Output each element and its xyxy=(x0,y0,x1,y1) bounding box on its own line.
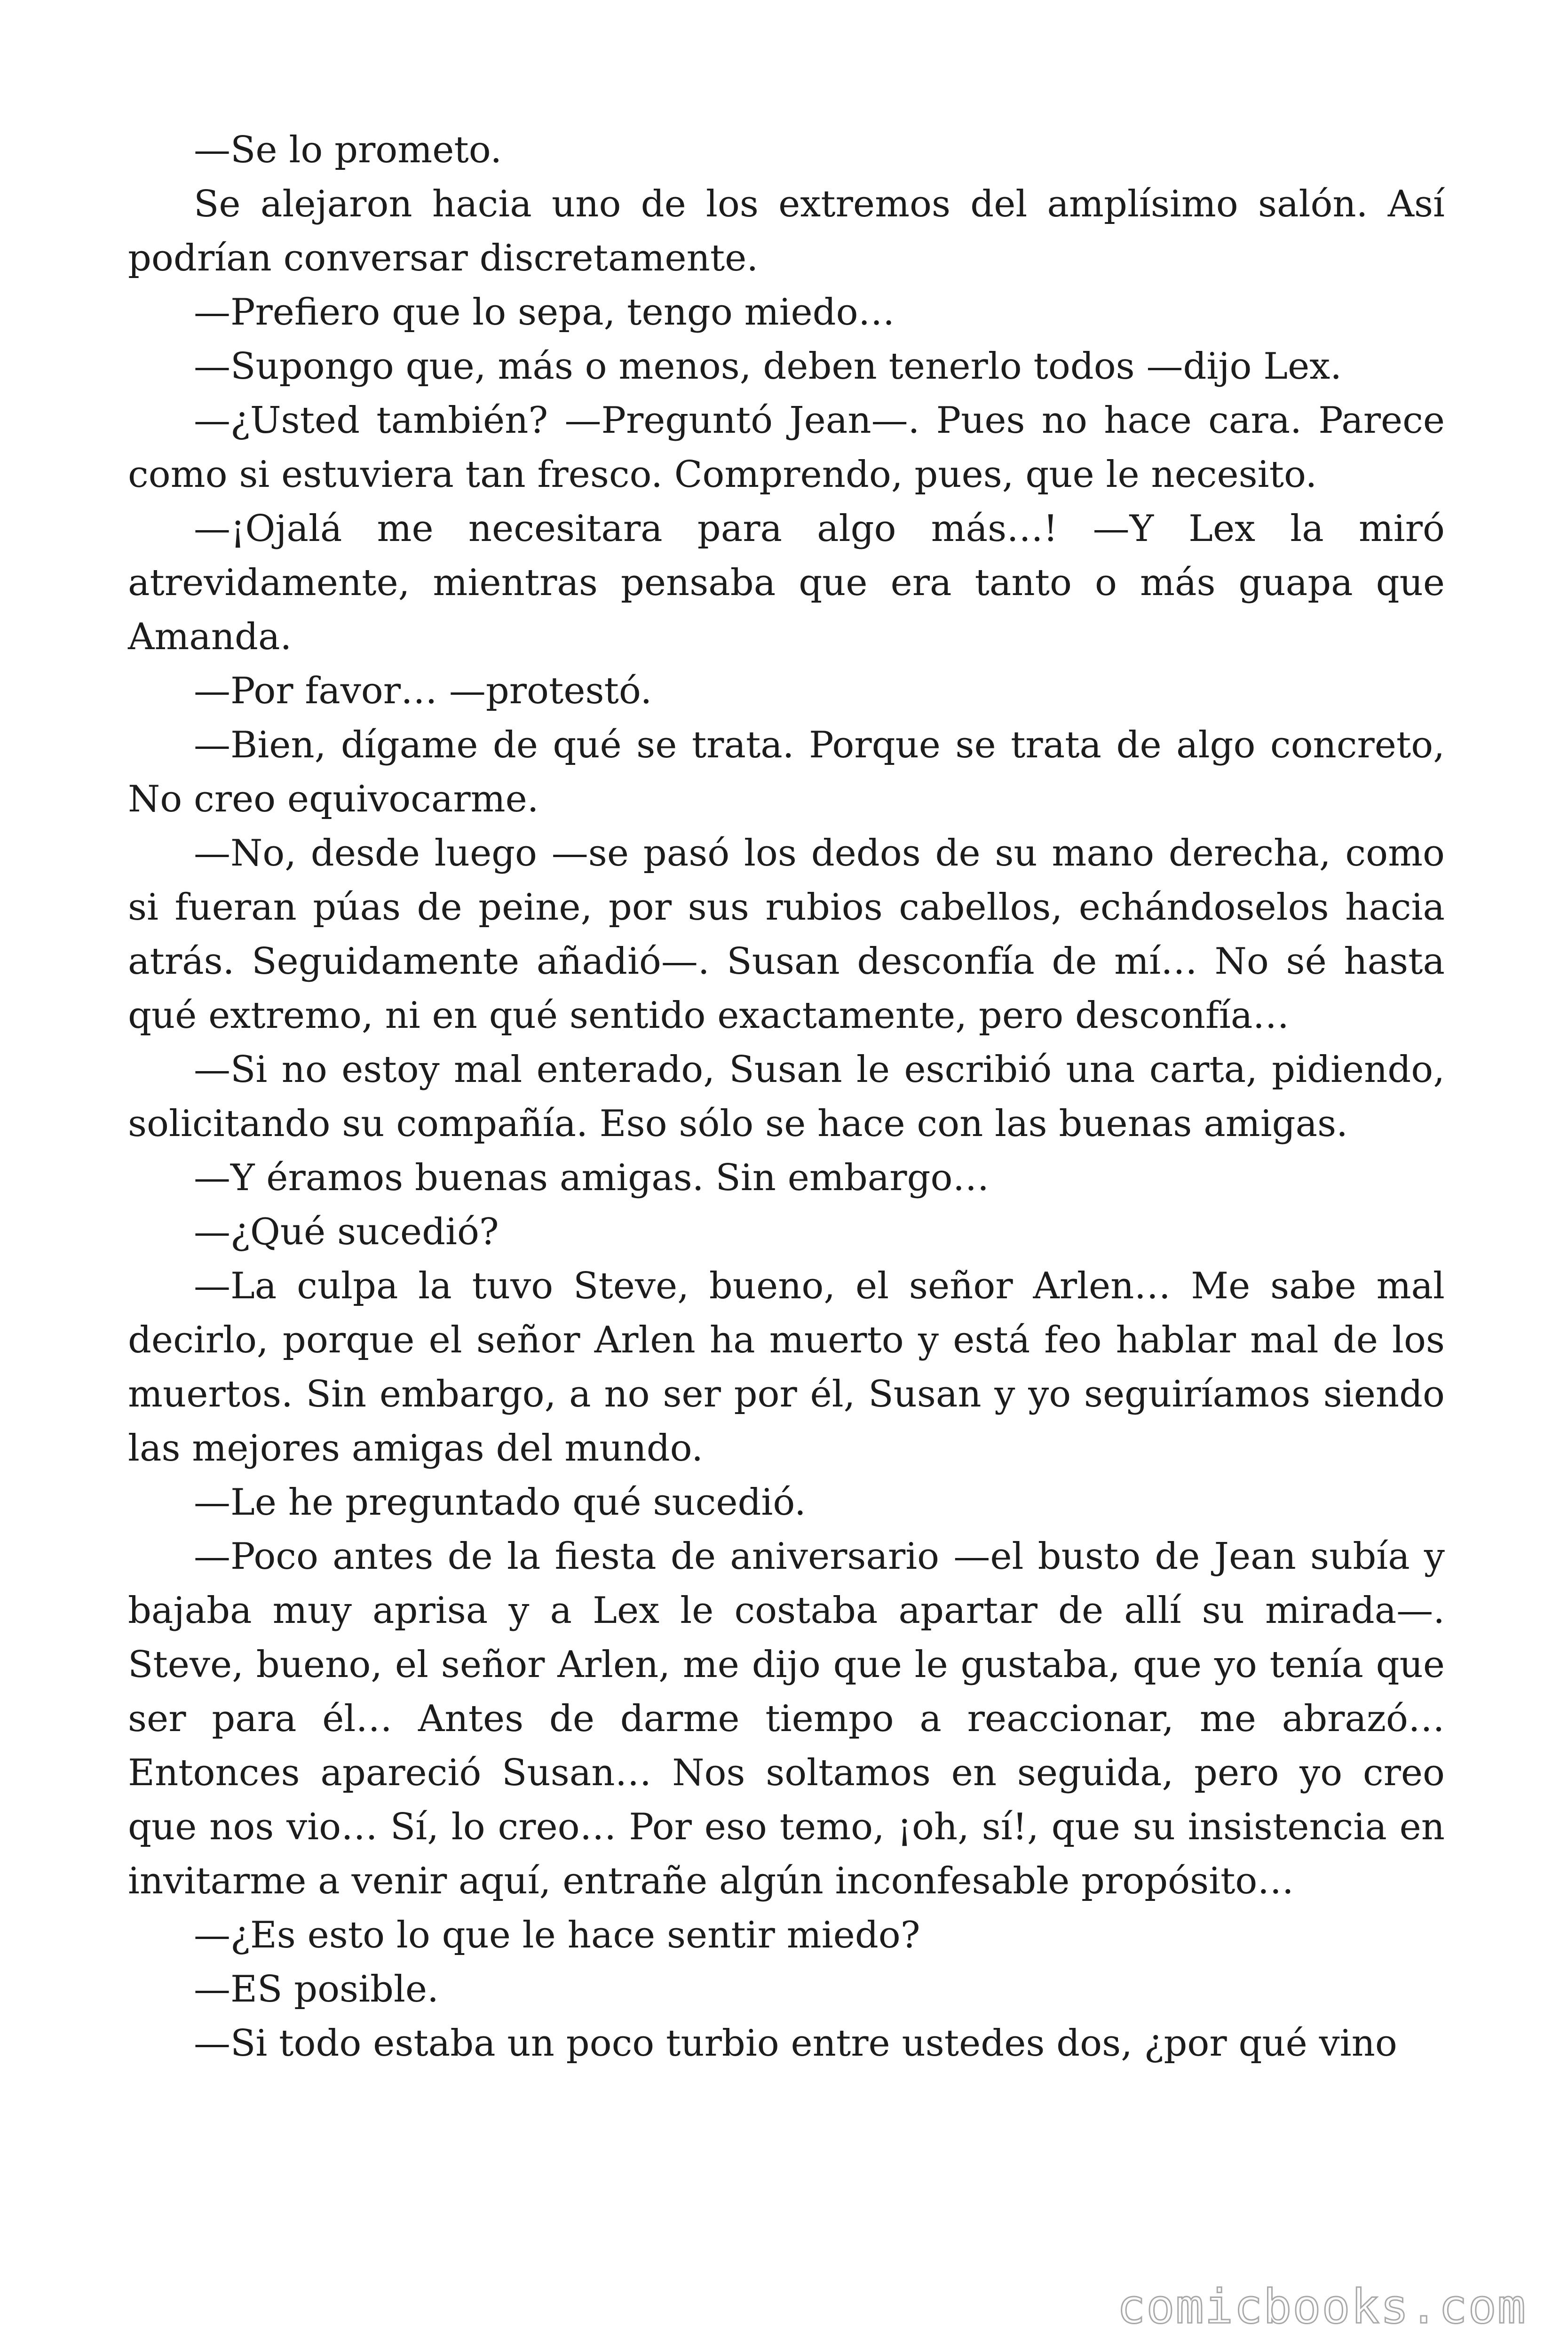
paragraph: —Por favor… —protestó. xyxy=(194,670,652,712)
paragraph: —Prefiero que lo sepa, tengo miedo… xyxy=(194,291,895,334)
paragraph: —Se lo prometo. xyxy=(194,129,502,171)
paragraph: —¿Qué sucedió? xyxy=(194,1211,499,1253)
paragraph: —Si no estoy mal enterado, Susan le escribió una carta, pidiendo, solicitando su compañía. Eso sólo se hace con las buenas amigas. xyxy=(128,1049,1445,1145)
paragraph: —¿Es esto lo que le hace sentir miedo? xyxy=(194,1914,920,1956)
paragraph: —Si todo estaba un poco turbio entre ustedes dos, ¿por qué vino xyxy=(194,2022,1397,2065)
paragraph: —Supongo que, más o menos, deben tenerlo todos —dijo Lex. xyxy=(194,345,1342,388)
paragraph: —¡Ojalá me necesitara para algo más…! —Y Lex la miró atrevidamente, mientras pensaba que era tanto o más guapa que Amanda. xyxy=(128,508,1445,658)
page-body-text xyxy=(128,123,1445,2071)
paragraph: —No, desde luego —se pasó los dedos de su mano derecha, como si fueran púas de peine, por sus rubios cabellos, echándoselos hacia atrás. Seguidamente añadió—. Susan desconfía de mí… No sé hasta qué extremo, ni en qué sentido exactamente, pero desconfía… xyxy=(128,832,1445,1037)
paragraph: —ES posible. xyxy=(194,1968,439,2010)
paragraph: —Le he preguntado qué sucedió. xyxy=(194,1481,806,1524)
paragraph: Se alejaron hacia uno de los extremos del amplísimo salón. Así podrían conversar discretamente. xyxy=(128,183,1445,279)
paragraph: —Poco antes de la fiesta de aniversario —el busto de Jean subía y bajaba muy aprisa y a Lex le costaba apartar de allí su mirada—. Steve, bueno, el señor Arlen, me dijo que le gustaba, que yo tenía que ser para él… Antes de darme tiempo a reaccionar, me abrazó… Entonces apareció Susan… Nos soltamos en seguida, pero yo creo que nos vio… Sí, lo creo… Por eso temo, ¡oh, sí!, que su insistencia en invitarme a venir aquí, entrañe algún inconfesable propósito… xyxy=(128,1535,1445,1902)
paragraph: —Y éramos buenas amigas. Sin embargo… xyxy=(194,1157,990,1199)
watermark: comicbooks.com xyxy=(1117,2279,1527,2334)
paragraph: —Bien, dígame de qué se trata. Porque se trata de algo concreto, No creo equivocarme. xyxy=(128,724,1445,820)
paragraph: —La culpa la tuvo Steve, bueno, el señor Arlen… Me sabe mal decirlo, porque el señor Arlen ha muerto y está feo hablar mal de los muertos. Sin embargo, a no ser por él, Susan y yo seguiríamos siendo las mejores amigas del mundo. xyxy=(128,1265,1445,1470)
paragraph: —¿Usted también? —Preguntó Jean—. Pues no hace cara. Parece como si estuviera tan fresco. Comprendo, pues, que le necesito. xyxy=(128,399,1445,496)
